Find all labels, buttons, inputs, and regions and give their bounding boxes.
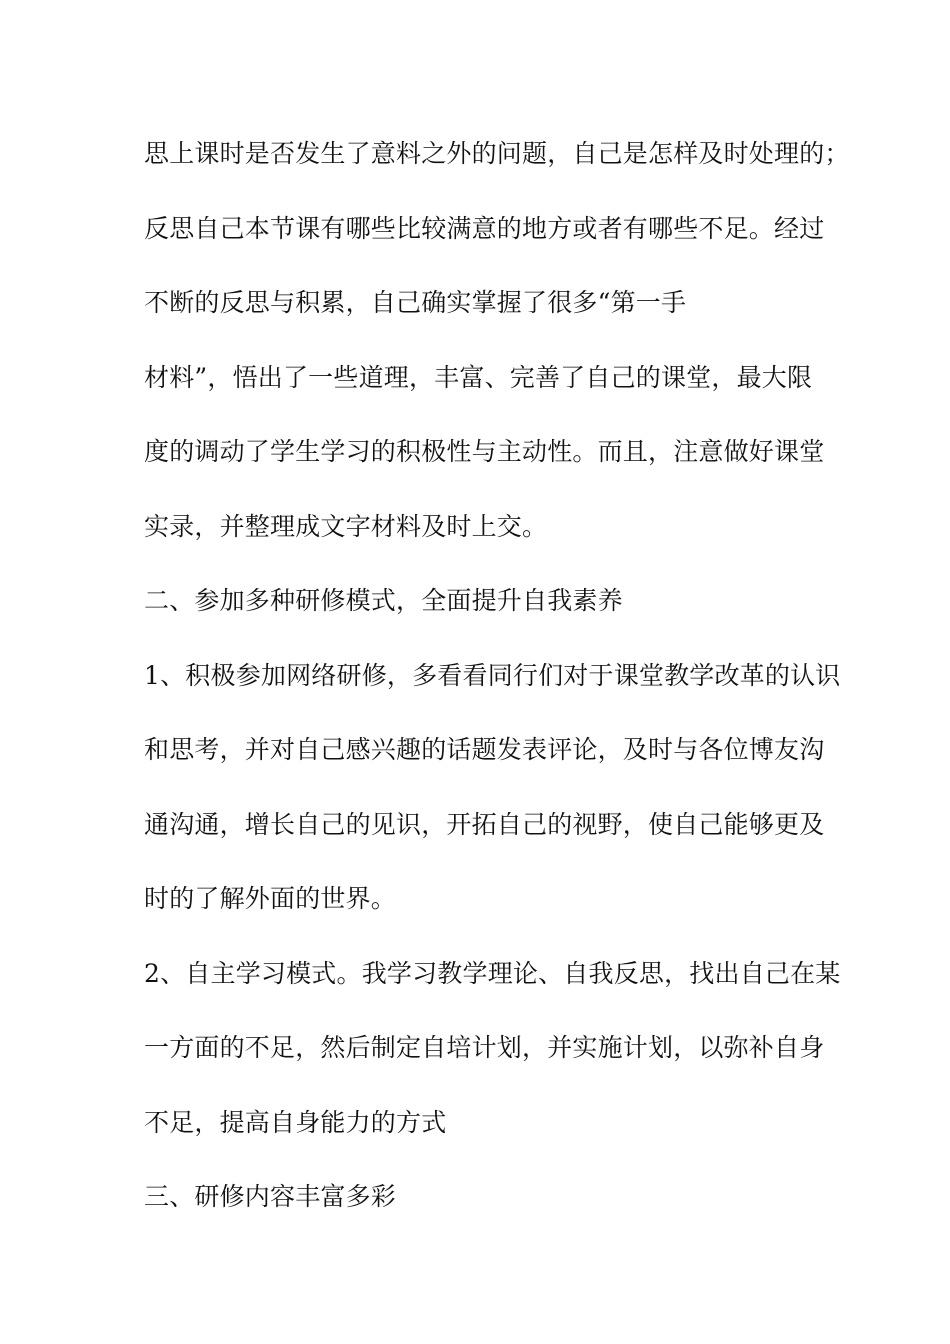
text-line: 2、自主学习模式。我学习教学理论、自我反思，找出自己在某 <box>144 958 841 988</box>
section-heading: 二、参加多种研修模式，全面提升自我素养 <box>144 586 623 615</box>
section-heading: 三、研修内容丰富多彩 <box>144 1182 397 1211</box>
text-line: 反思自己本节课有哪些比较满意的地方或者有哪些不足。经过 <box>144 213 825 243</box>
document-body <box>144 131 850 1249</box>
text-line: 不断的反思与积累，自己确实掌握了很多“第一手 <box>144 288 687 317</box>
text-line: 和思考，并对自己感兴趣的话题发表评论，及时与各位博友沟 <box>144 735 825 764</box>
text-line: 度的调动了学生学习的积极性与主动性。而且，注意做好课堂 <box>144 437 825 466</box>
text-line: 实录，并整理成文字材料及时上交。 <box>144 511 548 541</box>
text-line: 一方面的不足，然后制定自培计划，并实施计划，以弥补自身 <box>144 1033 825 1062</box>
text-line: 通沟通，增长自己的见识，开拓自己的视野，使自己能够更及 <box>144 809 825 839</box>
text-line: 材料”，悟出了一些道理，丰富、完善了自己的课堂，最大限 <box>144 362 813 392</box>
text-line: 思上课时是否发生了意料之外的问题，自己是怎样及时处理的； <box>144 139 850 168</box>
text-line: 1、积极参加网络研修，多看看同行们对于课堂教学改革的认识 <box>144 660 841 690</box>
text-line: 时的了解外面的世界。 <box>144 884 397 913</box>
text-line: 不足，提高自身能力的方式 <box>144 1107 447 1137</box>
